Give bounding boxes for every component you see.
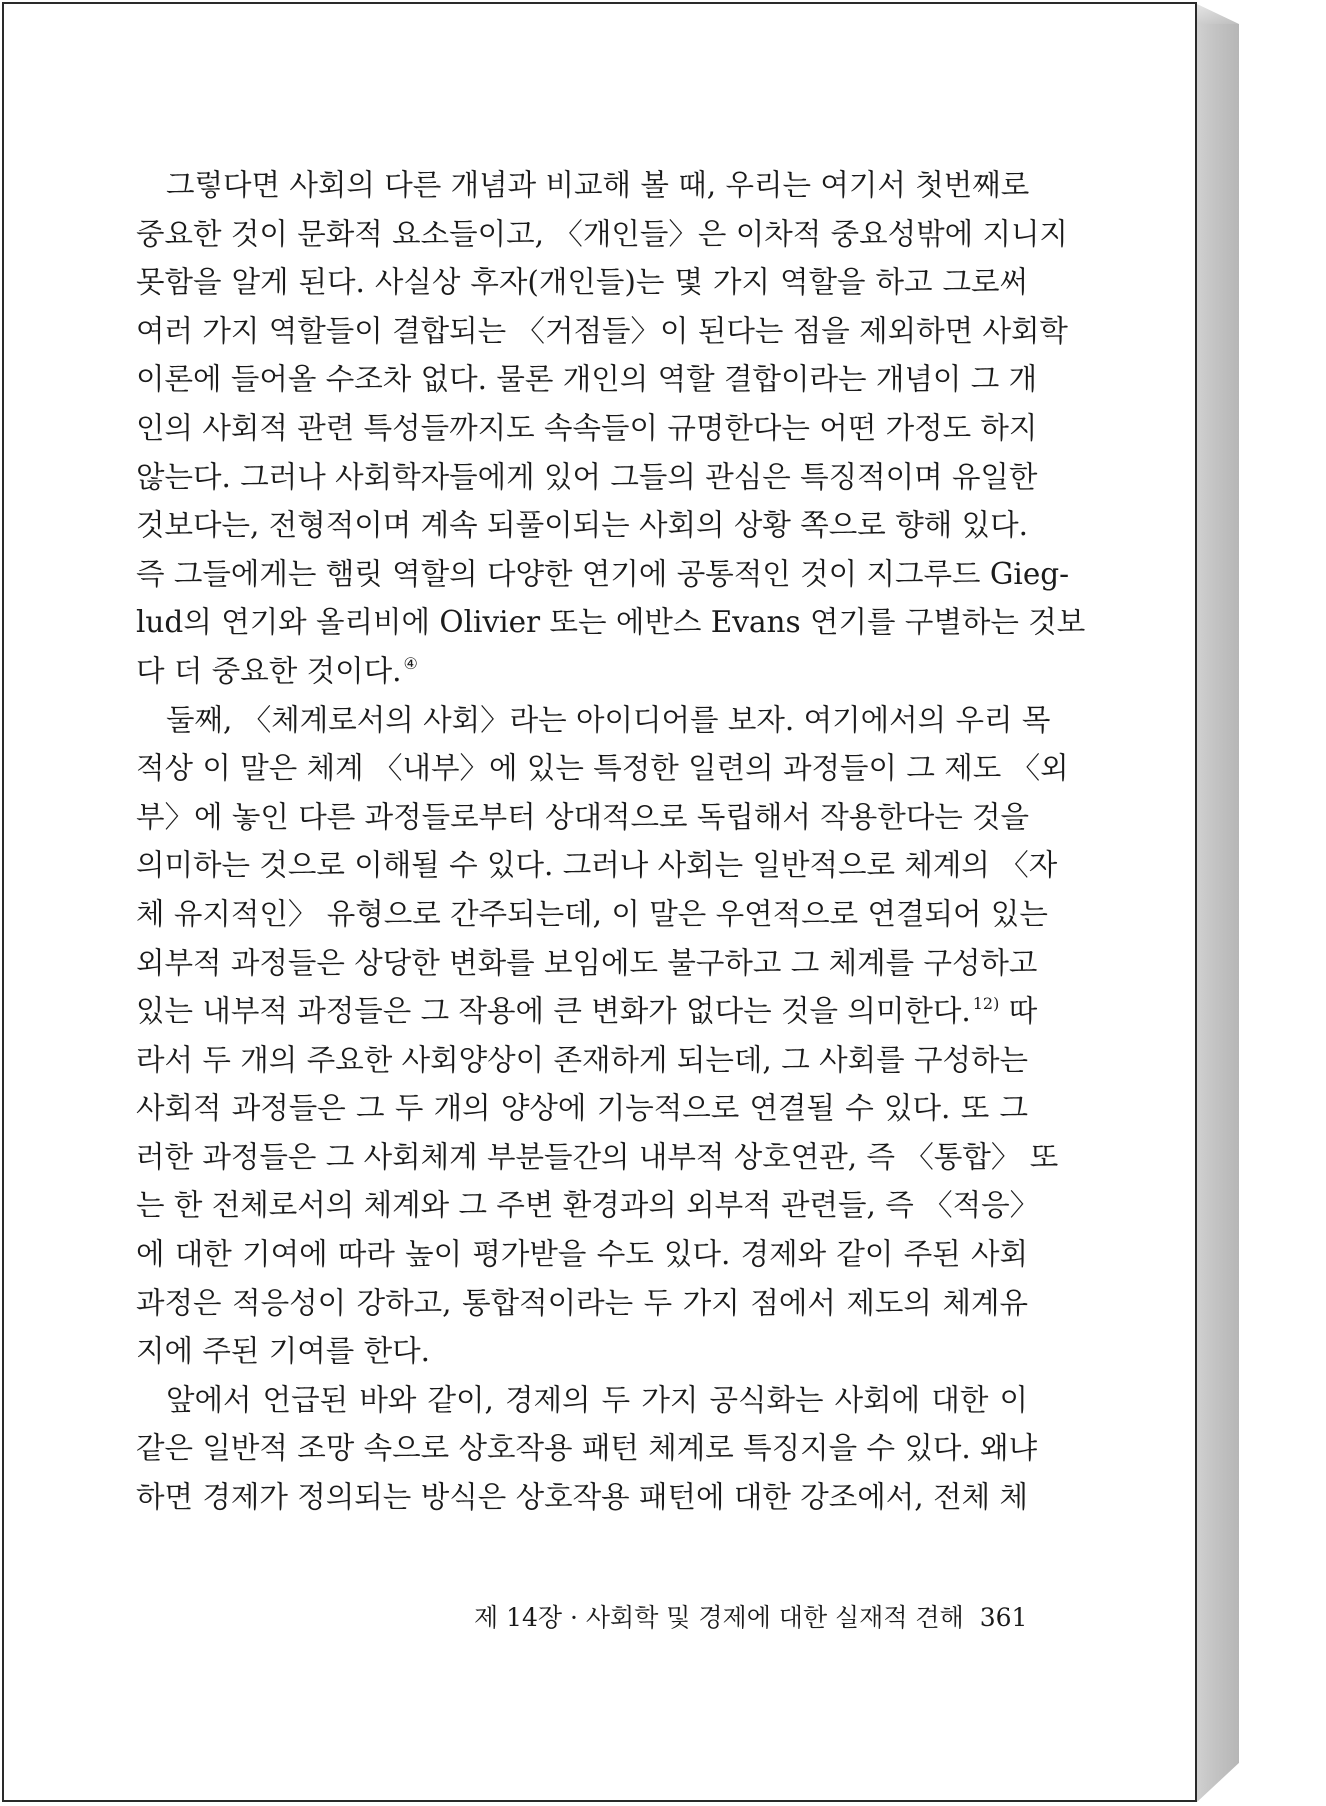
text-line: 것보다는, 전형적이며 계속 되풀이되는 사회의 상황 쪽으로 향해 있다.: [136, 508, 1028, 543]
text-line: 과정은 적응성이 강하고, 통합적이라는 두 가지 점에서 제도의 체계유: [136, 1285, 1028, 1320]
page-number: 361: [979, 1603, 1028, 1632]
text-line: 못함을 알게 된다. 사실상 후자(개인들)는 몇 가지 역할을 하고 그로써: [136, 265, 1028, 300]
text-line: 사회적 과정들은 그 두 개의 양상에 기능적으로 연결될 수 있다. 또 그: [136, 1091, 1028, 1126]
text-line: 라서 두 개의 주요한 사회양상이 존재하게 되는데, 그 사회를 구성하는: [136, 1042, 1028, 1077]
text-line-trail: 따: [1008, 994, 1038, 1029]
text-line: 이론에 들어올 수조차 없다. 물론 개인의 역할 결합이라는 개념이 그 개: [136, 362, 1038, 397]
running-footer: [474, 1598, 1028, 1634]
footnote-marker: ④: [403, 653, 418, 673]
page-stack-side-edge: [1197, 24, 1239, 1802]
text-line-content: 있는 내부적 과정들은 그 작용에 큰 변화가 없다는 것을 의미한다.: [136, 994, 971, 1029]
text-line: 체 유지적인〉 유형으로 간주되는데, 이 말은 우연적으로 연결되어 있는: [136, 896, 1048, 931]
text-line: lud의 연기와 올리비에 Olivier 또는 에반스 Evans 연기를 구별하는 것보: [136, 605, 1086, 640]
text-line: [136, 987, 1038, 1036]
text-line: 인의 사회적 관련 특성들까지도 속속들이 규명한다는 어떤 가정도 하지: [136, 410, 1038, 445]
chapter-title: 제 14장 · 사회학 및 경제에 대한 실재적 견해: [474, 1603, 964, 1632]
body-text: [136, 161, 1086, 1522]
footnote-marker: 12): [972, 994, 1000, 1014]
text-line: 하면 경제가 정의되는 방식은 상호작용 패턴에 대한 강조에서, 전체 체: [136, 1480, 1028, 1515]
text-line: 같은 일반적 조망 속으로 상호작용 패턴 체계로 특징지을 수 있다. 왜냐: [136, 1431, 1038, 1466]
text-line: 러한 과정들은 그 사회체계 부분들간의 내부적 상호연관, 즉 〈통합〉 또: [136, 1139, 1059, 1174]
text-line: 앞에서 언급된 바와 같이, 경제의 두 가지 공식화는 사회에 대한 이: [166, 1382, 1028, 1417]
text-line: 그렇다면 사회의 다른 개념과 비교해 볼 때, 우리는 여기서 첫번째로: [166, 168, 1030, 202]
text-line: 에 대한 기여에 따라 높이 평가받을 수도 있다. 경제와 같이 주된 사회: [136, 1237, 1028, 1272]
text-line: 외부적 과정들은 상당한 변화를 보임에도 불구하고 그 체계를 구성하고: [136, 945, 1038, 980]
text-line: 여러 가지 역할들이 결합되는 〈거점들〉이 된다는 점을 제외하면 사회학: [136, 313, 1068, 348]
text-line: 둘째, 〈체계로서의 사회〉라는 아이디어를 보자. 여기에서의 우리 목: [166, 702, 1051, 737]
page-stack-top-edge: [1197, 4, 1239, 24]
text-line: 지에 주된 기여를 한다.: [136, 1334, 430, 1369]
text-line: 의미하는 것으로 이해될 수 있다. 그러나 사회는 일반적으로 체계의 〈자: [136, 848, 1058, 883]
text-line: 즉 그들에게는 햄릿 역할의 다양한 연기에 공통적인 것이 지그루드 Gieg-: [136, 556, 1070, 591]
text-line: 적상 이 말은 체계 〈내부〉에 있는 특정한 일련의 과정들이 그 제도 〈외: [136, 751, 1069, 786]
text-line-content: 다 더 중요한 것이다.: [136, 653, 402, 688]
text-line: 않는다. 그러나 사회학자들에게 있어 그들의 관심은 특징적이며 유일한: [136, 459, 1038, 494]
text-line: 중요한 것이 문화적 요소들이고, 〈개인들〉은 이차적 중요성밖에 지니지: [136, 216, 1068, 251]
text-line: 는 한 전체로서의 체계와 그 주변 환경과의 외부적 관련들, 즉 〈적응〉: [136, 1188, 1040, 1223]
text-line: [136, 647, 1028, 696]
text-line: 부〉에 놓인 다른 과정들로부터 상대적으로 독립해서 작용한다는 것을: [136, 799, 1030, 834]
